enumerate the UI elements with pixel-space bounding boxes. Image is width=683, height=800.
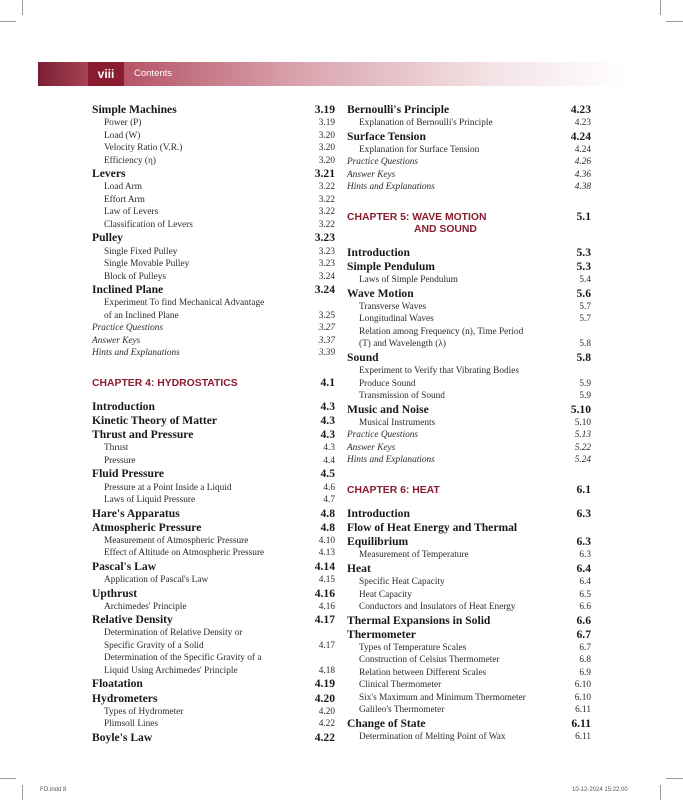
toc-topic	[92, 167, 335, 181]
toc-entry-page: 3.22	[318, 219, 335, 230]
toc-subtopic	[347, 429, 591, 442]
toc-subtopic	[92, 455, 335, 468]
toc-topic	[92, 731, 335, 745]
toc-entry-page: 4.22	[314, 730, 335, 744]
toc-entry-page: 6.8	[579, 655, 591, 666]
toc-entry-title: Experiment To find Mechanical Advantage	[104, 298, 265, 309]
toc-entry-title: Specific Heat Capacity	[359, 577, 445, 588]
toc-topic	[92, 414, 335, 428]
toc-entry-title: Relative Density	[92, 613, 173, 627]
toc-entry-title: Measurement of Temperature	[359, 550, 469, 561]
toc-entry-page: 5.3	[576, 260, 591, 274]
toc-entry-title: Pascal's Law	[92, 559, 157, 573]
toc-entry-page: 5.10	[570, 402, 591, 416]
toc-topic	[347, 260, 591, 274]
toc-entry-page: 4.15	[318, 575, 335, 586]
toc-entry-page: 6.6	[579, 602, 591, 613]
toc-entry-title: Archimedes' Principle	[104, 601, 187, 612]
toc-subtopic	[92, 547, 335, 560]
toc-entry-page: 4.13	[318, 548, 335, 559]
toc-entry-page: 6.3	[576, 506, 591, 520]
toc-entry-title: Sound	[347, 350, 379, 364]
toc-entry-title: Music and Noise	[347, 402, 429, 416]
toc-subtopic	[347, 692, 591, 705]
footer-file: FO.indd 8	[40, 787, 67, 793]
toc-entry-title: Galileo's Thermometer	[359, 705, 445, 716]
spacer	[347, 194, 591, 210]
toc-subtopic	[92, 181, 335, 194]
toc-entry-title: Change of State	[347, 716, 426, 730]
toc-entry-title: Produce Sound	[359, 378, 416, 389]
toc-entry-title: Conductors and Insulators of Heat Energy	[359, 602, 516, 613]
toc-entry-title: CHAPTER 4: HYDROSTATICS	[92, 377, 238, 389]
toc-topic	[347, 103, 591, 117]
toc-topic	[347, 287, 591, 301]
toc-entry-page: 3.22	[318, 207, 335, 218]
toc-entry-page: 4.8	[320, 520, 335, 534]
toc-entry-title: Types of Temperature Scales	[359, 642, 467, 653]
crop-mark	[666, 21, 683, 22]
toc-subtopic	[347, 731, 591, 744]
toc-subtopic	[92, 601, 335, 614]
toc-entry-title: Six's Maximum and Minimum Thermometer	[359, 692, 526, 703]
toc-entry-title: Answer Keys	[347, 169, 396, 180]
toc-subtopic	[347, 365, 591, 378]
toc-entry-page: 5.9	[579, 391, 591, 402]
toc-subtopic	[92, 142, 335, 155]
toc-entry-page: 4.36	[574, 169, 591, 180]
toc-subtopic	[92, 574, 335, 587]
toc-entry-page: 4.3	[323, 443, 335, 454]
toc-entry-page: 5.24	[574, 455, 591, 466]
toc-entry-title: Plimsoll Lines	[104, 719, 158, 730]
crop-mark	[22, 785, 23, 800]
running-title: Contents	[134, 68, 173, 79]
toc-entry-title: Clinical Thermometer	[359, 680, 442, 691]
toc-entry-page: 6.10	[574, 680, 591, 691]
toc-entry-page: 4.16	[314, 586, 335, 600]
toc-topic	[92, 587, 335, 601]
toc-entry-title: Hints and Explanations	[347, 182, 435, 193]
toc-entry-page: 5.4	[579, 275, 591, 286]
toc-subtopic	[92, 640, 335, 653]
toc-subtopic	[92, 627, 335, 640]
chapter-heading	[347, 483, 591, 497]
toc-entry-page: 3.20	[318, 155, 335, 166]
toc-entry-page: 3.39	[318, 348, 335, 359]
toc-topic	[347, 246, 591, 260]
toc-subtopic	[92, 117, 335, 130]
toc-entry-page: 3.37	[318, 335, 335, 346]
toc-entry-page: 4.23	[574, 118, 591, 129]
toc-entry-page: 3.27	[318, 323, 335, 334]
toc-entry-title: Laws of Liquid Pressure	[104, 495, 196, 505]
spacer	[92, 390, 335, 400]
toc-entry-title: Specific Gravity of a Solid	[104, 640, 204, 651]
toc-topic	[92, 677, 335, 691]
toc-subtopic	[92, 219, 335, 232]
toc-subtopic	[347, 313, 591, 326]
toc-entry-page: 4.6	[323, 482, 335, 493]
toc-topic	[347, 628, 591, 642]
toc-entry-page: 4.16	[318, 601, 335, 612]
toc-entry-page: 5.13	[574, 430, 591, 441]
toc-entry-title: Effort Arm	[104, 194, 145, 205]
toc-subtopic	[347, 338, 591, 351]
toc-entry-page: 3.20	[318, 130, 335, 141]
toc-subtopic	[347, 390, 591, 403]
toc-subtopic	[347, 454, 591, 467]
toc-entry-page: 4.26	[574, 157, 591, 168]
crop-mark	[0, 778, 16, 779]
toc-subtopic	[347, 642, 591, 655]
toc-entry-title: Practice Questions	[347, 430, 419, 441]
toc-subtopic	[92, 271, 335, 284]
toc-entry-title: Laws of Simple Pendulum	[359, 275, 458, 286]
toc-entry-title: Block of Pulleys	[104, 271, 166, 282]
toc-entry-title: Explanation for Surface Tension	[359, 144, 480, 155]
toc-entry-page: 4.18	[318, 665, 335, 676]
toc-subtopic	[347, 667, 591, 680]
toc-entry-page: 5.7	[579, 301, 591, 312]
toc-entry-page: 6.3	[579, 550, 591, 561]
toc-entry-page: 6.11	[571, 716, 591, 730]
toc-entry-title: Heat	[347, 561, 371, 575]
toc-entry-title: Hare's Apparatus	[92, 506, 180, 520]
toc-subtopic	[92, 246, 335, 259]
toc-topic	[92, 400, 335, 414]
toc-topic	[347, 562, 591, 576]
toc-entry-page: 6.6	[576, 613, 591, 627]
toc-entry-title: Velocity Ratio (V.R.)	[104, 143, 183, 154]
toc-subtopic	[92, 322, 335, 335]
toc-entry-page: 3.19	[318, 118, 335, 129]
toc-subtopic	[347, 654, 591, 667]
toc-entry-page: 4.14	[314, 559, 335, 573]
toc-topic	[92, 507, 335, 521]
toc-entry-title: Single Movable Pulley	[104, 259, 190, 270]
toc-subtopic	[347, 679, 591, 692]
toc-entry-page: 3.23	[314, 231, 335, 245]
toc-entry-title: Liquid Using Archimedes' Principle	[104, 665, 238, 676]
toc-entry-page: 4.24	[570, 129, 591, 143]
toc-entry-page: 5.1	[576, 209, 591, 223]
toc-topic	[92, 560, 335, 574]
toc-entry-title: Transmission of Sound	[359, 391, 445, 402]
toc-entry-title: Explanation of Bernoulli's Principle	[359, 118, 493, 129]
page-header-band	[38, 62, 630, 86]
toc-entry-title: Introduction	[92, 399, 155, 413]
toc-entry-title: Inclined Plane	[92, 283, 164, 297]
toc-subtopic	[92, 535, 335, 548]
toc-entry-page: 3.23	[318, 259, 335, 270]
toc-entry-page: 5.9	[579, 378, 591, 389]
toc-topic	[347, 403, 591, 417]
toc-entry-title: Flow of Heat Energy and Thermal	[347, 521, 518, 534]
toc-entry-title: Construction of Celsius Thermometer	[359, 655, 500, 666]
toc-subtopic	[347, 117, 591, 130]
crop-mark	[0, 21, 16, 22]
toc-entry-title: Thermometer	[347, 627, 416, 641]
toc-entry-page: 3.21	[314, 167, 335, 181]
toc-entry-title: Determination of the Specific Gravity of a	[104, 653, 262, 664]
toc-entry-title: Answer Keys	[92, 335, 141, 346]
toc-entry-title: Introduction	[347, 506, 410, 520]
chapter-heading	[347, 224, 591, 236]
toc-subtopic	[347, 326, 591, 339]
toc-entry-page: 3.24	[314, 283, 335, 297]
toc-entry-title: CHAPTER 6: HEAT	[347, 484, 440, 496]
toc-topic	[92, 283, 335, 297]
toc-entry-page: 4.5	[320, 467, 335, 481]
toc-entry-title: Surface Tension	[347, 129, 426, 143]
toc-subtopic	[347, 274, 591, 287]
toc-entry-title: Bernoulli's Principle	[347, 103, 450, 116]
toc-entry-title: Thrust	[104, 443, 129, 454]
toc-entry-page: 4.17	[314, 613, 335, 627]
toc-topic	[347, 130, 591, 144]
toc-entry-title: Relation among Frequency (n), Time Period	[359, 326, 524, 337]
toc-entry-page: 4.3	[320, 428, 335, 442]
toc-topic	[92, 613, 335, 627]
toc-entry-page: 4.20	[318, 706, 335, 717]
toc-entry-title: Measurement of Atmospheric Pressure	[104, 535, 249, 546]
toc-entry-title: Equilibrium	[347, 535, 409, 549]
toc-entry-page: 4.7	[323, 495, 335, 505]
toc-entry-title: Levers	[92, 167, 126, 181]
toc-subtopic	[347, 704, 591, 717]
toc-entry-title: Experiment to Verify that Vibrating Bodies	[359, 366, 519, 377]
toc-subtopic	[92, 652, 335, 665]
toc-entry-title: Single Fixed Pulley	[104, 246, 178, 257]
toc-entry-page: 4.38	[574, 182, 591, 193]
toc-entry-page: 6.7	[579, 642, 591, 653]
toc-subtopic	[92, 194, 335, 207]
toc-entry-page: 6.11	[575, 732, 591, 743]
crop-mark	[660, 0, 661, 15]
crop-mark	[666, 778, 683, 779]
toc-entry-title: Fluid Pressure	[92, 467, 165, 481]
toc-entry-title: Efficiency (η)	[104, 155, 156, 166]
toc-entry-title: AND SOUND	[414, 223, 477, 235]
chapter-heading	[347, 210, 591, 224]
toc-entry-title: Transverse Waves	[359, 301, 427, 312]
toc-entry-page: 3.22	[318, 194, 335, 205]
spacer	[347, 467, 591, 483]
toc-entry-title: Law of Levers	[104, 207, 159, 218]
toc-entry-title: Determination of Relative Density or	[104, 628, 243, 639]
toc-entry-page: 3.25	[318, 310, 335, 321]
toc-entry-page: 3.22	[318, 182, 335, 193]
toc-entry-title: (T) and Wavelength (λ)	[359, 339, 446, 350]
toc-right-column	[347, 103, 591, 744]
toc-topic	[92, 231, 335, 245]
chapter-heading	[92, 376, 335, 390]
spacer	[92, 360, 335, 376]
toc-entry-title: Types of Hydrometer	[104, 706, 184, 717]
toc-subtopic	[347, 589, 591, 602]
toc-entry-page: 6.3	[576, 535, 591, 549]
toc-subtopic	[92, 347, 335, 360]
toc-subtopic	[92, 206, 335, 219]
toc-entry-page: 5.3	[576, 245, 591, 259]
page-number: viii	[88, 62, 124, 86]
toc-entry-title: Hints and Explanations	[92, 348, 180, 359]
toc-topic	[347, 535, 591, 549]
toc-entry-page: 5.8	[579, 339, 591, 350]
toc-entry-title: Effect of Altitude on Atmospheric Pressure	[104, 548, 265, 559]
toc-subtopic	[347, 181, 591, 194]
toc-entry-title: Musical Instruments	[359, 417, 436, 428]
footer-timestamp: 10-12-2024 15:22:00	[572, 787, 628, 793]
toc-subtopic	[92, 665, 335, 678]
toc-entry-page: 4.3	[320, 399, 335, 413]
toc-entry-title: Practice Questions	[347, 157, 419, 168]
toc-left-column	[92, 103, 335, 745]
toc-entry-page: 6.11	[575, 705, 591, 716]
toc-entry-title: Pulley	[92, 231, 123, 245]
toc-entry-page: 5.7	[579, 314, 591, 325]
toc-entry-page: 6.9	[579, 667, 591, 678]
toc-entry-page: 6.4	[579, 577, 591, 588]
toc-topic	[92, 521, 335, 535]
toc-entry-page: 6.7	[576, 627, 591, 641]
toc-subtopic	[92, 706, 335, 719]
toc-topic	[347, 521, 591, 535]
toc-subtopic	[92, 155, 335, 168]
toc-entry-page: 4.10	[318, 535, 335, 546]
toc-entry-page: 4.1	[320, 375, 335, 389]
toc-entry-title: Heat Capacity	[359, 589, 412, 600]
toc-topic	[92, 103, 335, 117]
toc-topic	[347, 507, 591, 521]
toc-subtopic	[92, 310, 335, 323]
toc-entry-title: Simple Pendulum	[347, 260, 435, 274]
toc-entry-title: Boyle's Law	[92, 730, 153, 744]
toc-entry-title: Practice Questions	[92, 323, 164, 334]
toc-entry-page: 4.8	[320, 506, 335, 520]
toc-entry-page: 5.6	[576, 286, 591, 300]
toc-subtopic	[347, 156, 591, 169]
toc-entry-title: Upthrust	[92, 586, 138, 600]
toc-entry-page: 5.22	[574, 442, 591, 453]
spacer	[347, 497, 591, 507]
toc-entry-title: Simple Machines	[92, 103, 177, 116]
toc-entry-title: Introduction	[347, 245, 410, 259]
toc-entry-page: 6.10	[574, 692, 591, 703]
toc-subtopic	[92, 482, 335, 495]
toc-entry-page: 4.17	[318, 640, 335, 651]
toc-entry-title: Hydrometers	[92, 691, 158, 705]
crop-mark	[22, 0, 23, 15]
toc-entry-title: Pressure at a Point Inside a Liquid	[104, 482, 232, 493]
toc-entry-title: Answer Keys	[347, 442, 396, 453]
toc-topic	[347, 717, 591, 731]
toc-subtopic	[347, 301, 591, 314]
toc-entry-title: Power (P)	[104, 118, 142, 129]
toc-entry-page: 5.10	[574, 417, 591, 428]
toc-entry-page: 3.19	[314, 103, 335, 116]
toc-entry-page: 6.1	[576, 482, 591, 496]
toc-entry-page: 3.24	[318, 271, 335, 282]
toc-subtopic	[92, 297, 335, 310]
toc-entry-page: 6.4	[576, 561, 591, 575]
toc-entry-title: Pressure	[104, 455, 136, 466]
toc-entry-title: Classification of Levers	[104, 219, 193, 230]
toc-topic	[92, 428, 335, 442]
crop-mark	[660, 785, 661, 800]
toc-entry-page: 4.23	[570, 103, 591, 116]
toc-subtopic	[347, 378, 591, 391]
toc-entry-title: Wave Motion	[347, 286, 414, 300]
toc-entry-title: Kinetic Theory of Matter	[92, 413, 218, 427]
toc-subtopic	[347, 601, 591, 614]
toc-entry-page: 4.24	[574, 144, 591, 155]
toc-topic	[347, 351, 591, 365]
toc-subtopic	[347, 417, 591, 430]
toc-entry-title: Floatation	[92, 677, 143, 691]
toc-entry-title: Longitudinal Waves	[359, 314, 434, 325]
toc-subtopic	[92, 130, 335, 143]
toc-subtopic	[347, 442, 591, 455]
toc-entry-title: CHAPTER 5: WAVE MOTION	[347, 211, 487, 223]
toc-entry-page: 5.8	[576, 350, 591, 364]
toc-subtopic	[347, 576, 591, 589]
toc-entry-title: Hints and Explanations	[347, 455, 435, 466]
toc-entry-title: Relation between Different Scales	[359, 667, 487, 678]
toc-entry-title: Load (W)	[104, 130, 141, 141]
toc-entry-page: 6.5	[579, 589, 591, 600]
toc-entry-page: 4.3	[320, 413, 335, 427]
toc-entry-title: Load Arm	[104, 182, 142, 193]
toc-subtopic	[92, 258, 335, 271]
toc-entry-page: 4.20	[314, 691, 335, 705]
toc-entry-page: 3.20	[318, 143, 335, 154]
toc-subtopic	[92, 718, 335, 731]
toc-entry-title: Application of Pascal's Law	[104, 575, 209, 586]
toc-subtopic	[347, 144, 591, 157]
spacer	[347, 236, 591, 246]
toc-entry-page: 3.23	[318, 246, 335, 257]
toc-subtopic	[347, 169, 591, 182]
toc-entry-title: of an Inclined Plane	[104, 310, 179, 321]
toc-entry-title: Determination of Melting Point of Wax	[359, 732, 506, 743]
toc-topic	[347, 614, 591, 628]
toc-entry-page: 4.19	[314, 677, 335, 691]
toc-topic	[92, 692, 335, 706]
toc-entry-title: Atmospheric Pressure	[92, 520, 202, 534]
toc-entry-page: 4.22	[318, 719, 335, 730]
toc-topic	[92, 467, 335, 481]
toc-subtopic	[347, 549, 591, 562]
toc-entry-page: 4.4	[323, 455, 335, 466]
toc-entry-title: Thermal Expansions in Solid	[347, 613, 491, 627]
toc-subtopic	[92, 335, 335, 348]
toc-subtopic	[92, 442, 335, 455]
toc-entry-title: Thrust and Pressure	[92, 428, 194, 442]
toc-subtopic	[92, 494, 335, 507]
